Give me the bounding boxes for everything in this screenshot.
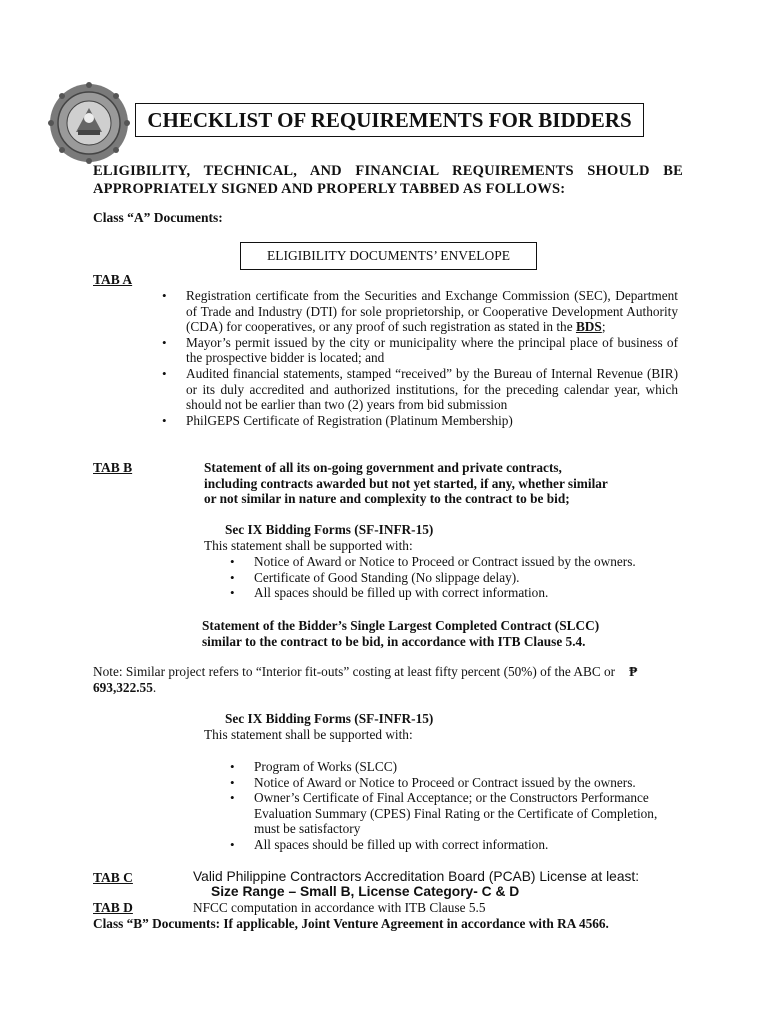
- list-item: [186, 288, 678, 335]
- note-amount: 693,322.55: [93, 679, 153, 695]
- nfcc-text: NFCC computation in accordance with ITB Clause 5.5: [193, 900, 486, 915]
- tab-b-list-1: [254, 554, 684, 601]
- tab-c-label: TAB C: [93, 870, 133, 885]
- envelope-label: ELIGIBILITY DOCUMENTS’ ENVELOPE: [240, 242, 537, 270]
- requirements-heading: [93, 162, 683, 198]
- supported-text-1: This statement shall be supported with:: [204, 538, 413, 553]
- agency-seal-logo: [48, 82, 130, 164]
- list-item: • All spaces should be filled up with correct information.: [254, 837, 678, 853]
- note-line-1: [93, 664, 683, 680]
- class-b-documents: Class “B” Documents: If applicable, Joint Venture Agreement in accordance with RA 4566.: [93, 916, 609, 931]
- tab-a-list: [186, 288, 678, 428]
- bds-tail: ;: [601, 319, 606, 335]
- class-a-label: Class “A” Documents:: [93, 210, 223, 225]
- list-item: • Notice of Award or Notice to Proceed or Contract issued by the owners.: [254, 554, 684, 570]
- tab-d-label: TAB D: [93, 900, 133, 915]
- note-line-2: [93, 680, 683, 696]
- slcc-statement: [202, 618, 672, 649]
- form-ref-2: Sec IX Bidding Forms (SF-INFR-15): [225, 711, 434, 726]
- peso-sign: ₱: [629, 664, 638, 679]
- note-text: Note: Similar project refers to “Interior fit-outs” costing at least fifty percent (50%) of the ABC or: [93, 664, 616, 679]
- list-item: • PhilGEPS Certificate of Registration (Platinum Membership): [186, 413, 678, 429]
- list-item: • Notice of Award or Notice to Proceed or Contract issued by the owners.: [254, 775, 678, 791]
- list-item: • All spaces should be filled up with correct information.: [254, 585, 684, 601]
- bds-ref: BDS: [575, 319, 602, 335]
- list-item: • Owner’s Certificate of Final Acceptance; or the Constructors Performance Evaluation Summary (CPES) Final Rating or the Certificate of Completion, must be satisfactory: [254, 790, 678, 837]
- similar-project-note: [93, 664, 683, 695]
- statement-line-3: or not similar in nature and complexity to the contract to be bid;: [204, 491, 570, 507]
- pcab-license-text: Valid Philippine Contractors Accreditation Board (PCAB) License at least:: [193, 869, 640, 884]
- tab-b-list-2: [254, 759, 678, 853]
- note-period: .: [152, 679, 157, 695]
- slcc-line-1: Statement of the Bidder’s Single Largest Completed Contract (SLCC): [202, 618, 600, 633]
- heading-line-1: ELIGIBILITY, TECHNICAL, AND FINANCIAL REQUIREMENTS SHOULD BE: [93, 163, 683, 179]
- statement-line-2: including contracts awarded but not yet started, if any, whether similar: [204, 475, 608, 491]
- list-item-text: Registration certificate from the Securities and Exchange Commission (SEC), Department of Trade and Industry (DTI) for sole proprietorship, or Cooperative Development Authority (CDA) for cooperatives, or any proof of such registration as stated in the: [186, 288, 678, 335]
- list-item: • Program of Works (SLCC): [254, 759, 678, 775]
- list-item: • Certificate of Good Standing (No slippage delay).: [254, 570, 684, 586]
- tab-b-label: TAB B: [93, 460, 133, 475]
- slcc-line-2: similar to the contract to be bid, in accordance with ITB Clause 5.4.: [202, 633, 586, 649]
- heading-line-2: APPROPRIATELY SIGNED AND PROPERLY TABBED AS FOLLOWS:: [93, 181, 566, 197]
- statement-line-1: Statement of all its on-going government and private contracts,: [204, 460, 562, 475]
- tab-a-label: TAB A: [93, 272, 133, 287]
- list-item: • Audited financial statements, stamped “received” by the Bureau of Internal Revenue (BIR) or its duly accredited and authorized institutions, for the preceding calendar year, which should not be earlier than two (2) years from bid submission: [186, 366, 678, 413]
- license-category-text: Size Range – Small B, License Category- C & D: [211, 884, 520, 899]
- list-item: • Mayor’s permit issued by the city or municipality where the principal place of business of the prospective bidder is located; and: [186, 335, 678, 366]
- document-title: CHECKLIST OF REQUIREMENTS FOR BIDDERS: [135, 103, 644, 137]
- form-ref-1: Sec IX Bidding Forms (SF-INFR-15): [225, 522, 434, 537]
- ongoing-statement: [204, 460, 674, 507]
- supported-text-2: This statement shall be supported with:: [204, 727, 413, 742]
